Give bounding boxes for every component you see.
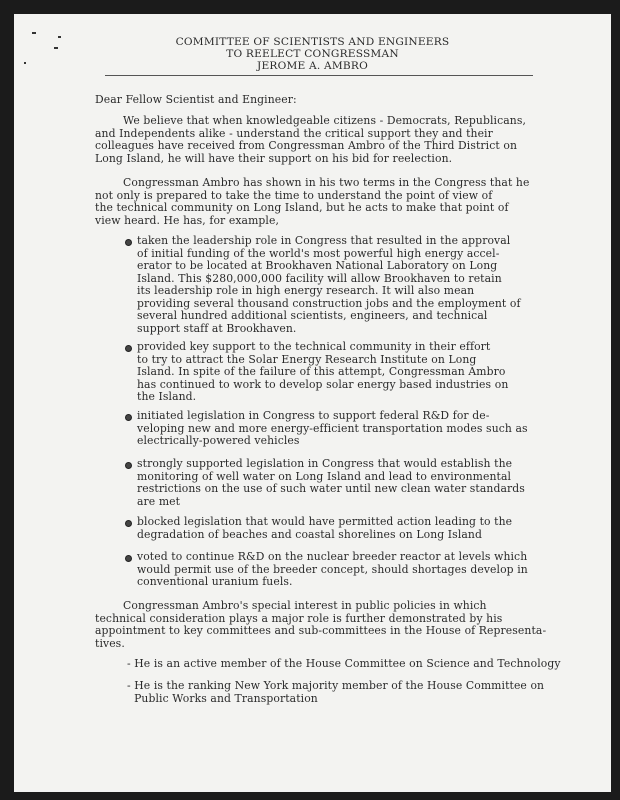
bullet-line: voted to continue R&D on the nuclear breeder reactor at levels which bbox=[137, 550, 528, 563]
bullet-line: are met bbox=[137, 494, 181, 508]
bullet-line: erator to be located at Brookhaven National Laboratory on Long bbox=[137, 259, 498, 272]
paragraph-line: and Independents alike - understand the critical support they and their bbox=[95, 126, 493, 140]
letterhead-divider bbox=[105, 75, 533, 76]
bullet-line: its leadership role in high energy research. It will also mean bbox=[137, 284, 475, 297]
bullet-line: blocked legislation that would have permitted action leading to the bbox=[137, 515, 513, 528]
letterhead-line-2: TO REELECT CONGRESSMAN bbox=[226, 48, 399, 60]
dash-item bbox=[127, 680, 544, 705]
bullet-line: Island. In spite of the failure of this attempt, Congressman Ambro bbox=[137, 365, 506, 378]
bullet-line: degradation of beaches and coastal shorelines on Long Island bbox=[137, 527, 482, 541]
paragraph-3 bbox=[95, 600, 546, 650]
corner-mark bbox=[32, 32, 36, 34]
bullet-line: has continued to work to develop solar energy based industries on bbox=[137, 377, 509, 391]
letterhead-line-1: COMMITTEE OF SCIENTISTS AND ENGINEERS bbox=[175, 36, 450, 48]
dash-line: - He is the ranking New York majority member of the House Committee on bbox=[127, 679, 545, 692]
bullet-line: initiated legislation in Congress to support federal R&D for de- bbox=[137, 409, 490, 422]
paragraph-line: view heard. He has, for example, bbox=[95, 213, 279, 227]
paragraph-1 bbox=[95, 115, 526, 165]
bullet-line: to try to attract the Solar Energy Research Institute on Long bbox=[137, 352, 477, 366]
bullet-icon bbox=[125, 345, 132, 352]
bullet-line: taken the leadership role in Congress that resulted in the approval bbox=[137, 234, 511, 247]
bullet-line: of initial funding of the world's most powerful high energy accel- bbox=[137, 246, 500, 260]
bullet-line: restrictions on the use of such water until new clean water standards bbox=[137, 482, 525, 495]
bullet-line: support staff at Brookhaven. bbox=[137, 321, 297, 335]
bullet-icon bbox=[125, 414, 132, 421]
bullet-icon bbox=[125, 555, 132, 562]
bullet-icon bbox=[125, 520, 132, 527]
bullet-item bbox=[137, 516, 512, 541]
bullet-item bbox=[137, 235, 521, 335]
bullet-line: strongly supported legislation in Congress that would establish the bbox=[137, 457, 513, 470]
paragraph-line: We believe that when knowledgeable citizens - Democrats, Republicans, bbox=[123, 114, 527, 127]
dash-line: Public Works and Transportation bbox=[127, 691, 318, 705]
bullet-item bbox=[137, 410, 528, 448]
paragraph-line: the technical community on Long Island, but he acts to make that point of bbox=[95, 201, 509, 214]
letterhead-line-3: JEROME A. AMBRO bbox=[257, 60, 368, 72]
bullet-line: conventional uranium fuels. bbox=[137, 575, 293, 588]
dash-item bbox=[127, 658, 561, 671]
bullet-icon bbox=[125, 239, 132, 246]
bullet-item bbox=[137, 551, 528, 589]
paragraph-line: tives. bbox=[95, 636, 125, 650]
paragraph-line: technical consideration plays a major role is further demonstrated by his bbox=[95, 611, 503, 625]
bullet-line: provided key support to the technical community in their effort bbox=[137, 340, 491, 353]
salutation: Dear Fellow Scientist and Engineer: bbox=[95, 93, 297, 106]
bullet-line: would permit use of the breeder concept, should shortages develop in bbox=[137, 562, 528, 576]
paragraph-line: colleagues have received from Congressman Ambro of the Third District on bbox=[95, 139, 518, 152]
bullet-item bbox=[137, 458, 525, 508]
paragraph-line: Congressman Ambro has shown in his two terms in the Congress that he bbox=[123, 176, 530, 189]
paragraph-line: Congressman Ambro's special interest in public policies in which bbox=[123, 599, 487, 612]
letter-page bbox=[14, 14, 611, 792]
paragraph-2 bbox=[95, 177, 529, 227]
paragraph-line: Long Island, he will have their support on his bid for reelection. bbox=[95, 151, 453, 165]
bullet-item bbox=[137, 341, 508, 404]
paragraph-line: appointment to key committees and sub-committees in the House of Representa- bbox=[95, 624, 547, 637]
bullet-line: the Island. bbox=[137, 390, 197, 403]
paragraph-line: not only is prepared to take the time to understand the point of view of bbox=[95, 188, 493, 202]
dash-line: - He is an active member of the House Committee on Science and Technology bbox=[127, 657, 561, 670]
bullet-line: Island. This $280,000,000 facility will allow Brookhaven to retain bbox=[137, 271, 502, 285]
bullet-line: veloping new and more energy-efficient transportation modes such as bbox=[137, 421, 528, 435]
bullet-line: electrically-powered vehicles bbox=[137, 434, 300, 447]
bullet-line: providing several thousand construction jobs and the employment of bbox=[137, 296, 521, 310]
bullet-icon bbox=[125, 462, 132, 469]
bullet-line: monitoring of well water on Long Island and lead to environmental bbox=[137, 469, 512, 483]
bullet-line: several hundred additional scientists, engineers, and technical bbox=[137, 309, 488, 322]
